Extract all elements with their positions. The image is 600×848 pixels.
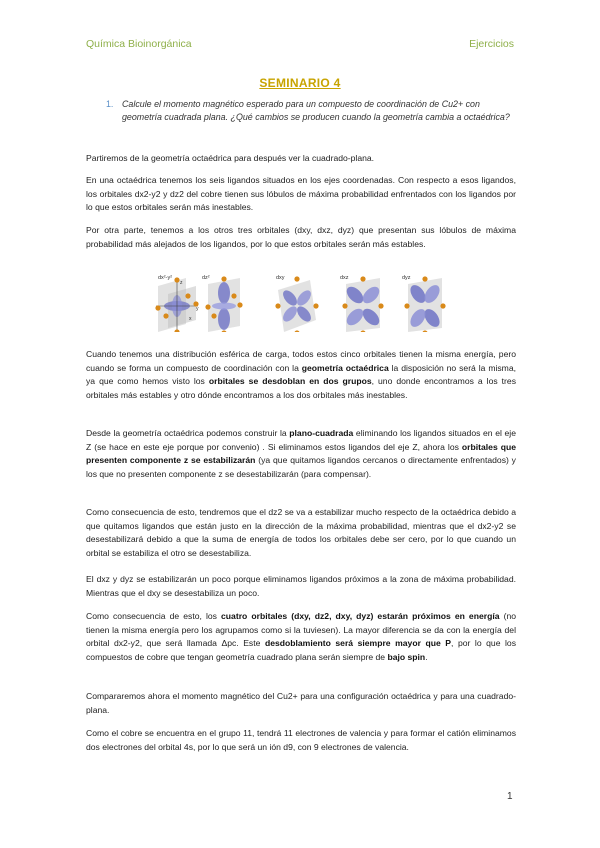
header-course: Química Bioinorgánica (86, 38, 192, 50)
axis-x-label: x (189, 316, 192, 322)
paragraph-octahedral-unstable: En una octaédrica tenemos los seis ligandos situados en los ejes coordenadas. Con respecto a esos ligandos, los orbitales dx2-y2 y dz2 del cobre tienen sus lóbulos de máxima probabilidad enfrentados con los ligandos por lo que estos orbitales serán más inestables. (86, 175, 516, 212)
paragraph-splitting: Cuando tenemos una distribución esférica de carga, todos estos cinco orbitales tienen la misma energía, pero cuando se forma un compuesto de coordinación con la geometría octaédrica la disposición no será la misma, ya que como hemos visto los orbitales se desdoblan en dos grupos, uno donde encontramos a los tres orbitales más estables y otro dónde encontramos a los dos orbitales más inestables. (86, 349, 517, 400)
paragraph-copper-d9: Como el cobre se encuentra en el grupo 11, tendrá 11 electrones de valencia y para formar el catión eliminamos dos electrones del orbital 4s, por lo que será un ión d9, con 9 electrones de valencia. (86, 728, 516, 752)
label-dyz: dyz (402, 275, 411, 281)
question-text: Calcule el momento magnético esperado para un compuesto de coordinación de Cu2+ con geometría cuadrada plana. ¿Qué cambios se producen cuando la geometría cambia a octaédrica? (122, 99, 510, 122)
page-title: SEMINARIO 4 (259, 76, 341, 90)
label-dxy: dxy (276, 275, 285, 281)
label-dz2: dz² (202, 275, 210, 281)
header-section: Ejercicios (469, 38, 514, 50)
orbital-dxy (275, 276, 318, 332)
label-dxz: dxz (340, 275, 349, 281)
page-number: 1 (507, 791, 513, 802)
paragraph-dz2-stabilization: Como consecuencia de esto, tendremos que el dz2 se va a estabilizar mucho respecto de la octaédrica debido a que quitamos ligandos que están justo en la dirección de la máxima probabilidad, mientras que el dx2-y2 se desestabilizará debido a que la suma de energía de todos los orbitales debe ser cero, por lo que cuando un orbital se estabiliza el otro se desestabiliza. (86, 507, 516, 558)
axis-y-label: y (196, 306, 199, 312)
orbitals-svg (136, 270, 476, 332)
orbital-dxz (342, 276, 383, 332)
paragraph-square-planar: Desde la geometría octaédrica podemos construir la plano-cuadrada eliminando los ligandos situados en el eje Z (se hace en este eje porque por convenio) . Si eliminamos estos ligandos del eje Z, ahora los orbitales que presenten componente z se estabilizarán (ya que quitamos ligandos cercanos o directamente enfrentados) y los que no presenten componente z se desestabilizarán (para compensar). (86, 428, 517, 479)
orbital-dyz (404, 276, 445, 332)
paragraph-octahedral-stable: Por otra parte, tenemos a los otros tres orbitales (dxy, dxz, dyz) que presentan sus lóbulos de máxima probabilidad más alejados de los ligandos, por lo que estos orbitales serán más estables. (86, 225, 516, 249)
question-1 (106, 98, 518, 124)
question-number: 1. (106, 99, 114, 109)
paragraph-dxz-dyz: El dxz y dyz se estabilizarán un poco porque eliminamos ligandos próximos a la zona de máxima probabilidad. Mientras que el dxy se desestabiliza un poco. (86, 574, 516, 598)
axis-z-label: z (180, 280, 183, 286)
orbital-dz2 (205, 276, 242, 332)
paragraph-four-orbitals: Como consecuencia de esto, los cuatro orbitales (dxy, dz2, dxy, dyz) estarán próximos en energía (no tienen la misma energía pero los agrupamos como si la tuviesen). La mayor diferencia se da con la energía del orbital dx2-y2, que será llamada Δpc. Este desdoblamiento será siempre mayor que P, por lo que los compuestos de cobre que tengan geometría cuadrado plana serán siempre de bajo spin. (86, 611, 517, 662)
paragraph-intro: Partiremos de la geometría octaédrica para después ver la cuadrado-plana. (86, 153, 375, 163)
d-orbitals-figure (136, 270, 476, 332)
orbital-dx2-y2 (155, 277, 199, 332)
label-dx2-y2: dx²-y² (158, 275, 173, 281)
paragraph-compare-moment: Compararemos ahora el momento magnético del Cu2+ para una configuración octaédrica y para una cuadrado-plana. (86, 691, 516, 715)
